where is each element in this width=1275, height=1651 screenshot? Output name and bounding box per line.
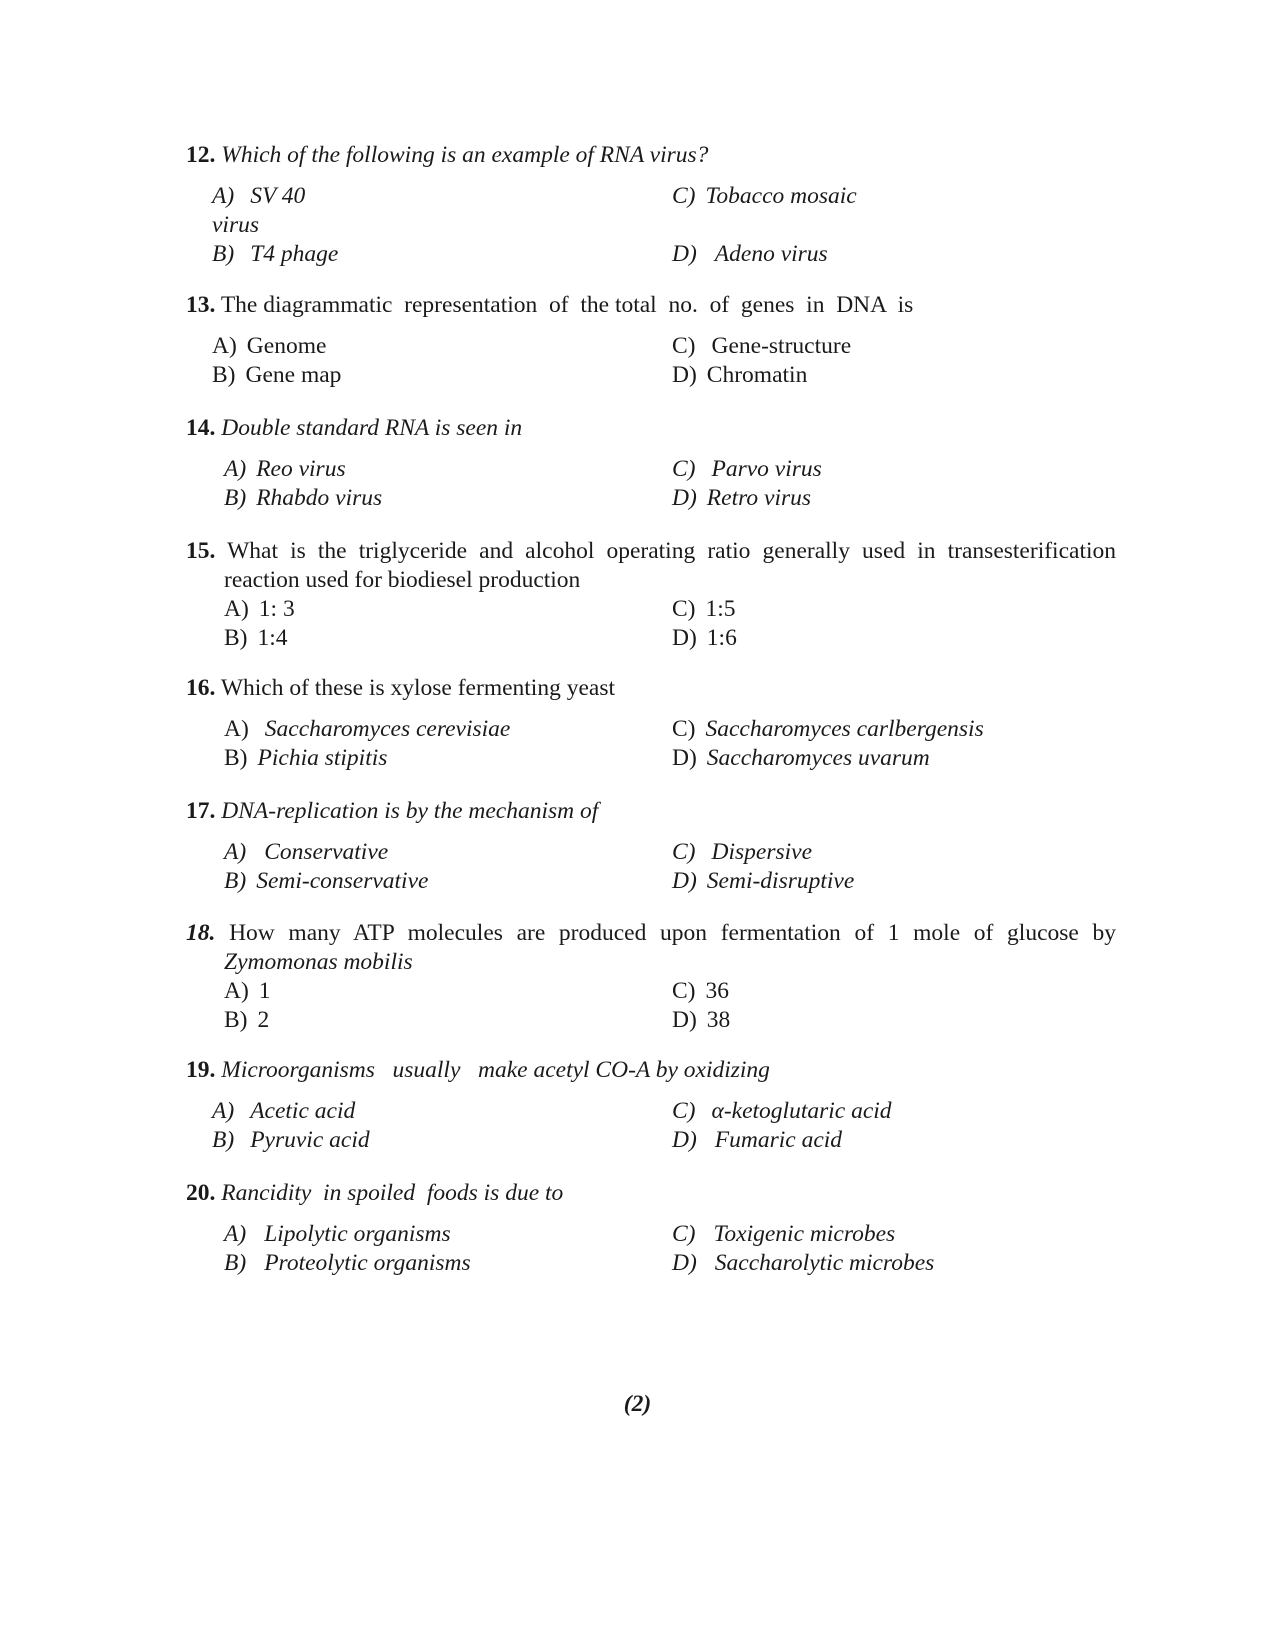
question-number: 14. bbox=[186, 415, 216, 441]
option-a-wrap: virus bbox=[212, 212, 259, 238]
question-text bbox=[186, 674, 1116, 703]
option-b: B) Proteolytic organisms bbox=[224, 1250, 471, 1276]
question-text bbox=[186, 141, 1116, 170]
question-13 bbox=[186, 291, 1116, 390]
option-c: C) Parvo virus bbox=[672, 456, 822, 482]
options bbox=[186, 838, 1116, 896]
question-stem: What is the triglyceride and alcohol operating ratio generally used in transesterification reaction used for biodiesel production bbox=[224, 538, 1116, 593]
option-b: B) Pyruvic acid bbox=[212, 1127, 370, 1153]
question-number: 20. bbox=[186, 1180, 216, 1206]
options bbox=[186, 1220, 1116, 1278]
question-stem: The diagrammatic representation of the total no. of genes in DNA is bbox=[220, 292, 914, 318]
question-text bbox=[186, 919, 1116, 948]
option-a: A) 1 bbox=[224, 978, 271, 1004]
question-stem: Microorganisms usually make acetyl CO-A by oxidizing bbox=[221, 1057, 770, 1083]
option-c: C) α-ketoglutaric acid bbox=[672, 1098, 892, 1124]
option-a: A) Saccharomyces cerevisiae bbox=[224, 716, 511, 742]
option-b: B) 1:4 bbox=[224, 625, 288, 651]
option-d: D) Fumaric acid bbox=[672, 1127, 843, 1153]
question-12 bbox=[186, 141, 1116, 269]
option-c: C) 1:5 bbox=[672, 596, 736, 622]
question-number: 13. bbox=[186, 292, 216, 318]
question-19 bbox=[186, 1056, 1116, 1155]
option-c: C) Gene-structure bbox=[672, 333, 852, 359]
question-17 bbox=[186, 797, 1116, 896]
question-stem: DNA-replication is by the mechanism of bbox=[221, 798, 599, 824]
question-stem-italic: Zymomonas mobilis bbox=[224, 949, 413, 975]
option-b: B) Pichia stipitis bbox=[224, 745, 388, 771]
option-b: B) Semi-conservative bbox=[224, 868, 429, 894]
question-stem: Which of the following is an example of RNA virus? bbox=[221, 142, 709, 168]
option-c: C) Tobacco mosaic bbox=[672, 183, 857, 209]
question-text bbox=[186, 414, 1116, 443]
question-number: 17. bbox=[186, 798, 216, 824]
question-number: 16. bbox=[186, 675, 216, 701]
option-c: C) Saccharomyces carlbergensis bbox=[672, 716, 984, 742]
question-text bbox=[186, 291, 1116, 320]
option-d: D) Saccharolytic microbes bbox=[672, 1250, 935, 1276]
options bbox=[186, 595, 1116, 653]
question-stem: Rancidity in spoiled foods is due to bbox=[221, 1180, 564, 1206]
page-number: (2) bbox=[623, 1391, 652, 1417]
option-b: B) Gene map bbox=[212, 362, 342, 388]
question-stem: Double standard RNA is seen in bbox=[221, 415, 523, 441]
option-a: A) Acetic acid bbox=[212, 1098, 356, 1124]
question-number: 15. bbox=[186, 538, 216, 564]
option-d: D) Adeno virus bbox=[672, 241, 828, 267]
question-number: 19. bbox=[186, 1057, 216, 1083]
question-number: 12. bbox=[186, 142, 216, 168]
question-text bbox=[186, 537, 1116, 595]
question-number: 18. bbox=[186, 920, 216, 946]
option-b: B) 2 bbox=[224, 1007, 270, 1033]
option-a: A) SV 40 bbox=[212, 183, 306, 209]
options bbox=[186, 455, 1116, 513]
options bbox=[186, 977, 1116, 1035]
option-d: D) Saccharomyces uvarum bbox=[672, 745, 930, 771]
options bbox=[186, 715, 1116, 773]
question-stem: How many ATP molecules are produced upon fermentation of 1 mole of glucose by bbox=[229, 920, 1117, 946]
options bbox=[186, 182, 1116, 269]
option-a: A) Genome bbox=[212, 333, 327, 359]
options bbox=[186, 332, 1116, 390]
question-text bbox=[186, 797, 1116, 826]
option-d: D) 38 bbox=[672, 1007, 731, 1033]
option-d: D) Semi-disruptive bbox=[672, 868, 855, 894]
question-18 bbox=[186, 919, 1116, 1035]
option-c: C) 36 bbox=[672, 978, 729, 1004]
option-a: A) Conservative bbox=[224, 839, 389, 865]
question-text bbox=[186, 1056, 1116, 1085]
option-a: A) Lipolytic organisms bbox=[224, 1221, 451, 1247]
question-20 bbox=[186, 1179, 1116, 1278]
question-16 bbox=[186, 674, 1116, 773]
option-b: B) T4 phage bbox=[212, 241, 339, 267]
option-a: A) 1: 3 bbox=[224, 596, 295, 622]
option-d: D) 1:6 bbox=[672, 625, 737, 651]
options bbox=[186, 1097, 1116, 1155]
option-d: D) Chromatin bbox=[672, 362, 808, 388]
question-15 bbox=[186, 537, 1116, 653]
question-text bbox=[186, 1179, 1116, 1208]
question-14 bbox=[186, 414, 1116, 513]
option-d: D) Retro virus bbox=[672, 485, 812, 511]
option-a: A) Reo virus bbox=[224, 456, 346, 482]
option-b: B) Rhabdo virus bbox=[224, 485, 383, 511]
question-stem: Which of these is xylose fermenting yeast bbox=[220, 675, 615, 701]
option-c: C) Toxigenic microbes bbox=[672, 1221, 896, 1247]
option-c: C) Dispersive bbox=[672, 839, 813, 865]
